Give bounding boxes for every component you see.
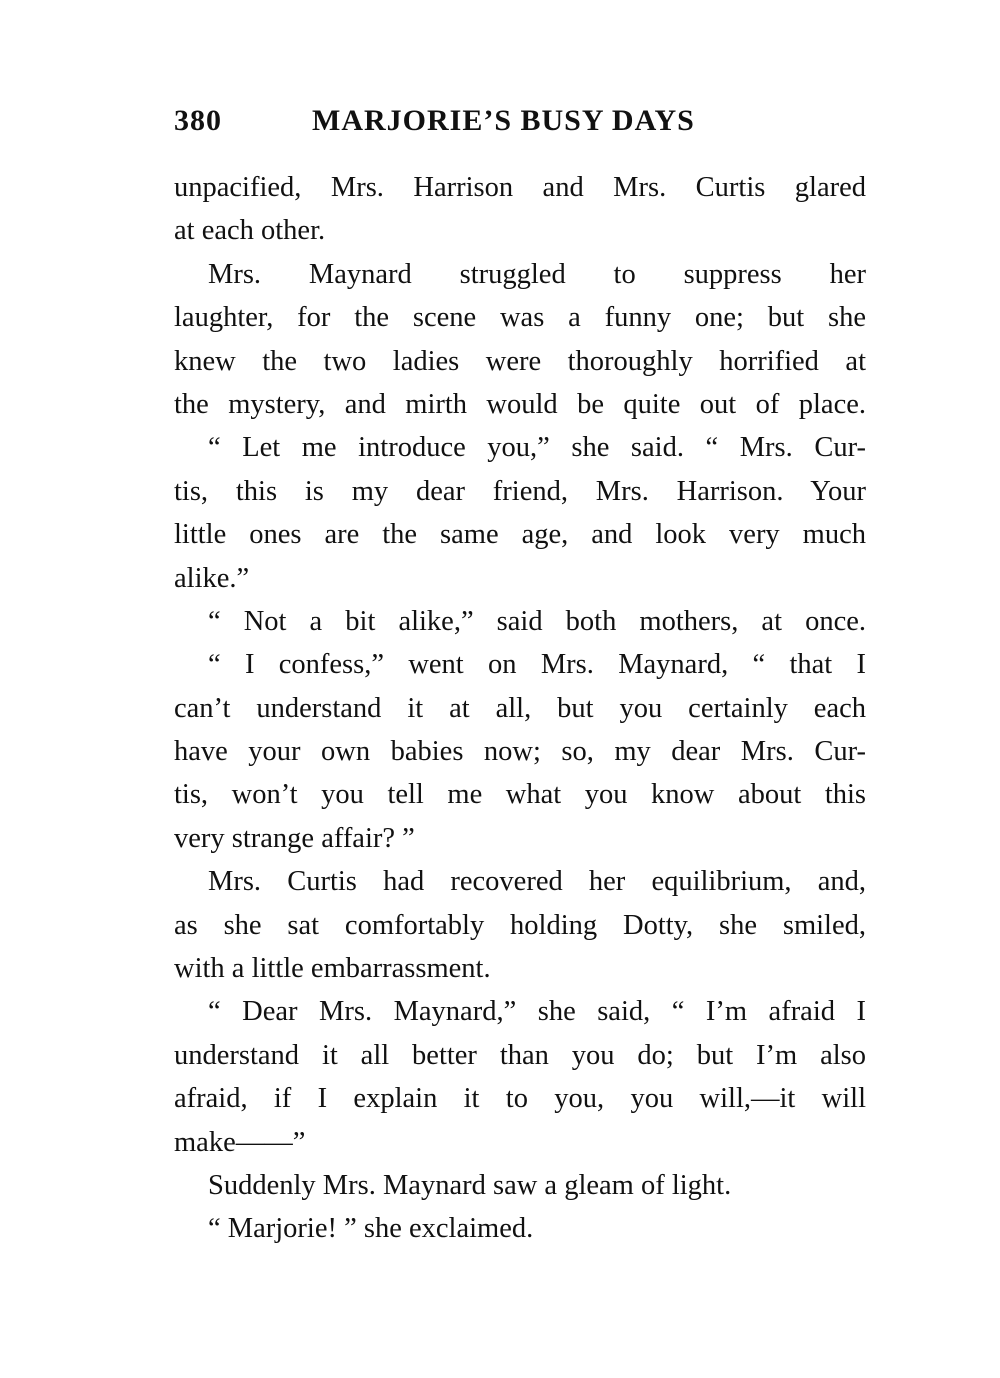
text-line: tis, won’t you tell me what you know about this	[174, 779, 866, 811]
text-line: “ Dear Mrs. Maynard,” she said, “ I’m afraid I	[208, 996, 866, 1028]
text-line: at each other.	[174, 215, 326, 247]
body-text	[174, 166, 866, 1251]
text-line: the mystery, and mirth would be quite out of place.	[174, 388, 866, 420]
text-line: with a little embarrassment.	[174, 953, 491, 985]
text-line: “ Not a bit alike,” said both mothers, at once.	[208, 605, 866, 637]
text-line: Mrs. Curtis had recovered her equilibrium, and,	[208, 866, 866, 898]
text-line: “ I confess,” went on Mrs. Maynard, “ that I	[208, 649, 866, 681]
text-line: little ones are the same age, and look very much	[174, 519, 866, 551]
text-line: have your own babies now; so, my dear Mrs. Cur-	[174, 736, 866, 768]
text-line: laughter, for the scene was a funny one; but she	[174, 302, 866, 334]
text-line: make——”	[174, 1126, 306, 1158]
page-number: 380	[174, 104, 222, 137]
text-line: tis, this is my dear friend, Mrs. Harrison. Your	[174, 475, 866, 507]
running-head: MARJORIE’S BUSY DAYS	[312, 104, 695, 137]
text-line: “ Let me introduce you,” she said. “ Mrs. Cur-	[208, 432, 866, 464]
page-header	[174, 104, 874, 148]
text-line: knew the two ladies were thoroughly horrified at	[174, 345, 866, 377]
text-line: as she sat comfortably holding Dotty, she smiled,	[174, 909, 866, 941]
text-line: alike.”	[174, 562, 250, 594]
text-line: can’t understand it at all, but you certainly each	[174, 692, 866, 724]
text-line: Mrs. Maynard struggled to suppress her	[208, 258, 866, 290]
text-line: afraid, if I explain it to you, you will,—it will	[174, 1083, 866, 1115]
text-line: “ Marjorie! ” she exclaimed.	[208, 1213, 534, 1245]
text-line: Suddenly Mrs. Maynard saw a gleam of light.	[208, 1169, 732, 1201]
text-line: understand it all better than you do; but I’m also	[174, 1039, 866, 1071]
text-line: unpacified, Mrs. Harrison and Mrs. Curtis glared	[174, 172, 866, 203]
text-line: very strange affair? ”	[174, 822, 415, 854]
